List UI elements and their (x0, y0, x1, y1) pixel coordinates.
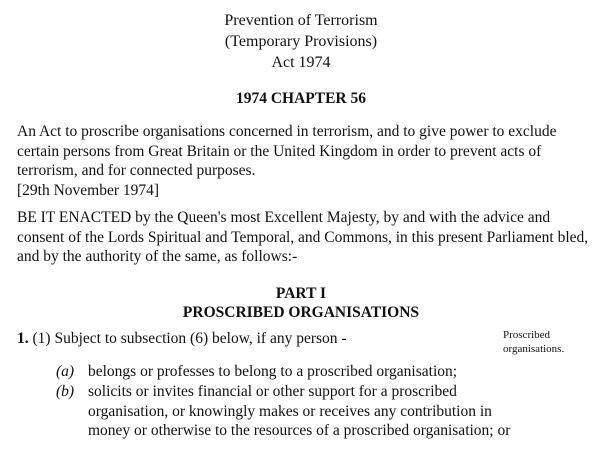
part-title: PROSCRIBED ORGANISATIONS (182, 304, 420, 321)
part-heading (0, 284, 602, 322)
marginal-note (503, 328, 595, 356)
royal-assent-date: [29th November 1974] (17, 181, 160, 199)
part-number: PART I (275, 285, 327, 302)
act-title (0, 10, 602, 73)
long-title (17, 122, 597, 200)
act-title-line-2: (Temporary Provisions) (224, 33, 378, 50)
list-item (56, 362, 516, 382)
subsection-1-text: (1) Subject to subsection (6) below, if any person - (32, 330, 347, 347)
section-1-heading (17, 329, 347, 349)
item-marker: (a) (56, 363, 75, 380)
item-text: solicits or invites financial or other support for a proscribed organisation, or knowingly makes or receives any contribution in money or otherwise to the resources of a proscribed organisation; or (88, 383, 511, 439)
chapter-heading: 1974 CHAPTER 56 (235, 90, 367, 107)
act-title-line-1: Prevention of Terrorism (224, 12, 378, 29)
enacting-formula: BE IT ENACTED by the Queen's most Excellent Majesty, by and with the advice and consent of the Lords Spiritual and Temporal, and Commons, in this present Parliament bled, and by the authority of the same, as follows:- (17, 209, 589, 265)
item-text: belongs or professes to belong to a proscribed organisation; (88, 363, 458, 380)
act-title-line-3: Act 1974 (271, 54, 331, 71)
marginal-note-line-2: organisations. (503, 343, 565, 355)
marginal-note-line-1: Proscribed (503, 329, 551, 341)
list-item (56, 382, 516, 441)
item-marker: (b) (56, 383, 75, 400)
section-number: 1. (17, 330, 29, 347)
long-title-text: An Act to proscribe organisations concerned in terrorism, and to give power to exclude certain persons from Great Britain or the United Kingdom in order to prevent acts of terrorism, and for connected purposes. (17, 123, 557, 179)
